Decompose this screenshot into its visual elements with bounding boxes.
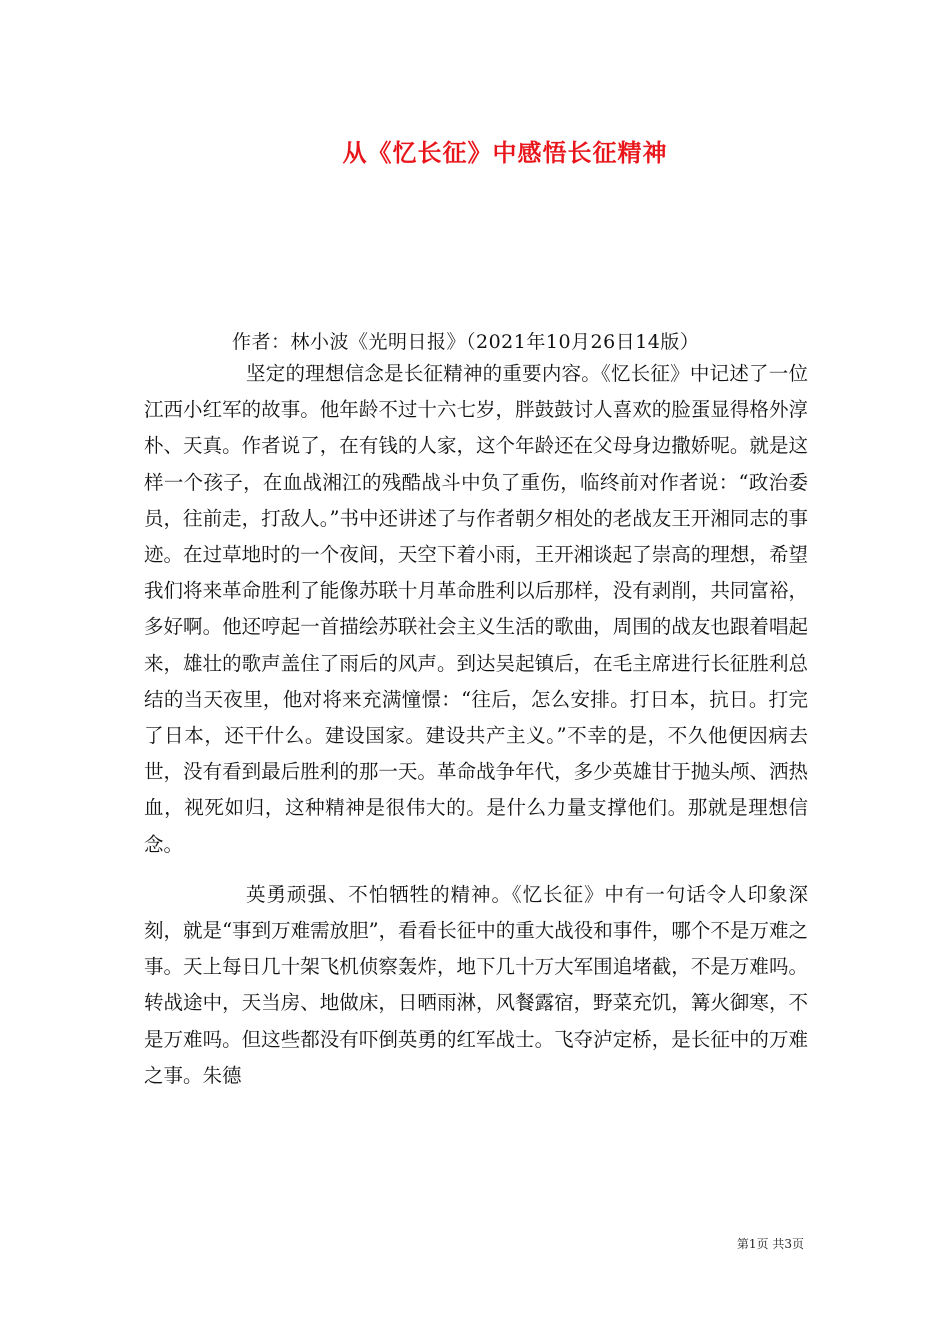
- document-title: 从《忆长征》中感悟长征精神: [342, 139, 668, 167]
- paragraph-2: 英勇顽强、不怕牺牲的精神。《忆长征》中有一句话令人印象深刻，就是“事到万难需放胆”，看看长征中的重大战役和事件，哪个不是万难之事。天上每日几十架飞机侦察轰炸，地下几十万大军围追堵截，不是万难吗。转战途中，天当房、地做床，日晒雨淋，风餐露宿，野菜充饥，篝火御寒，不是万难吗。但这些都没有吓倒英勇的红军战士。飞夺泸定桥，是长征中的万难之事。朱德: [144, 882, 808, 1087]
- article-body: [144, 356, 808, 1094]
- paragraph-1: 坚定的理想信念是长征精神的重要内容。《忆长征》中记述了一位江西小红军的故事。他年龄不过十六七岁，胖鼓鼓讨人喜欢的脸蛋显得格外淳朴、天真。作者说了，在有钱的人家，这个年龄还在父母身边撒娇呢。就是这样一个孩子，在血战湘江的残酷战斗中负了重伤，临终前对作者说：“政治委员，往前走，打敌人。”书中还讲述了与作者朝夕相处的老战友王开湘同志的事迹。在过草地时的一个夜间，天空下着小雨，王开湘谈起了崇高的理想，希望我们将来革命胜利了能像苏联十月革命胜利以后那样，没有剥削，共同富裕，多好啊。他还哼起一首描绘苏联社会主义生活的歌曲，周围的战友也跟着唱起来，雄壮的歌声盖住了雨后的风声。到达吴起镇后，在毛主席进行长征胜利总结的当天夜里，他对将来充满憧憬：“往后，怎么安排。打日本，抗日。打完了日本，还干什么。建设国家。建设共产主义。”不幸的是，不久他便因病去世，没有看到最后胜利的那一天。革命战争年代，多少英雄甘于抛头颅、洒热血，视死如归，这种精神是很伟大的。是什么力量支撑他们。那就是理想信念。: [144, 362, 808, 856]
- page-number-footer: 第1页 共3页: [736, 1237, 804, 1251]
- author-byline: 作者：林小波《光明日报》（2021年10月26日14版）: [232, 331, 700, 353]
